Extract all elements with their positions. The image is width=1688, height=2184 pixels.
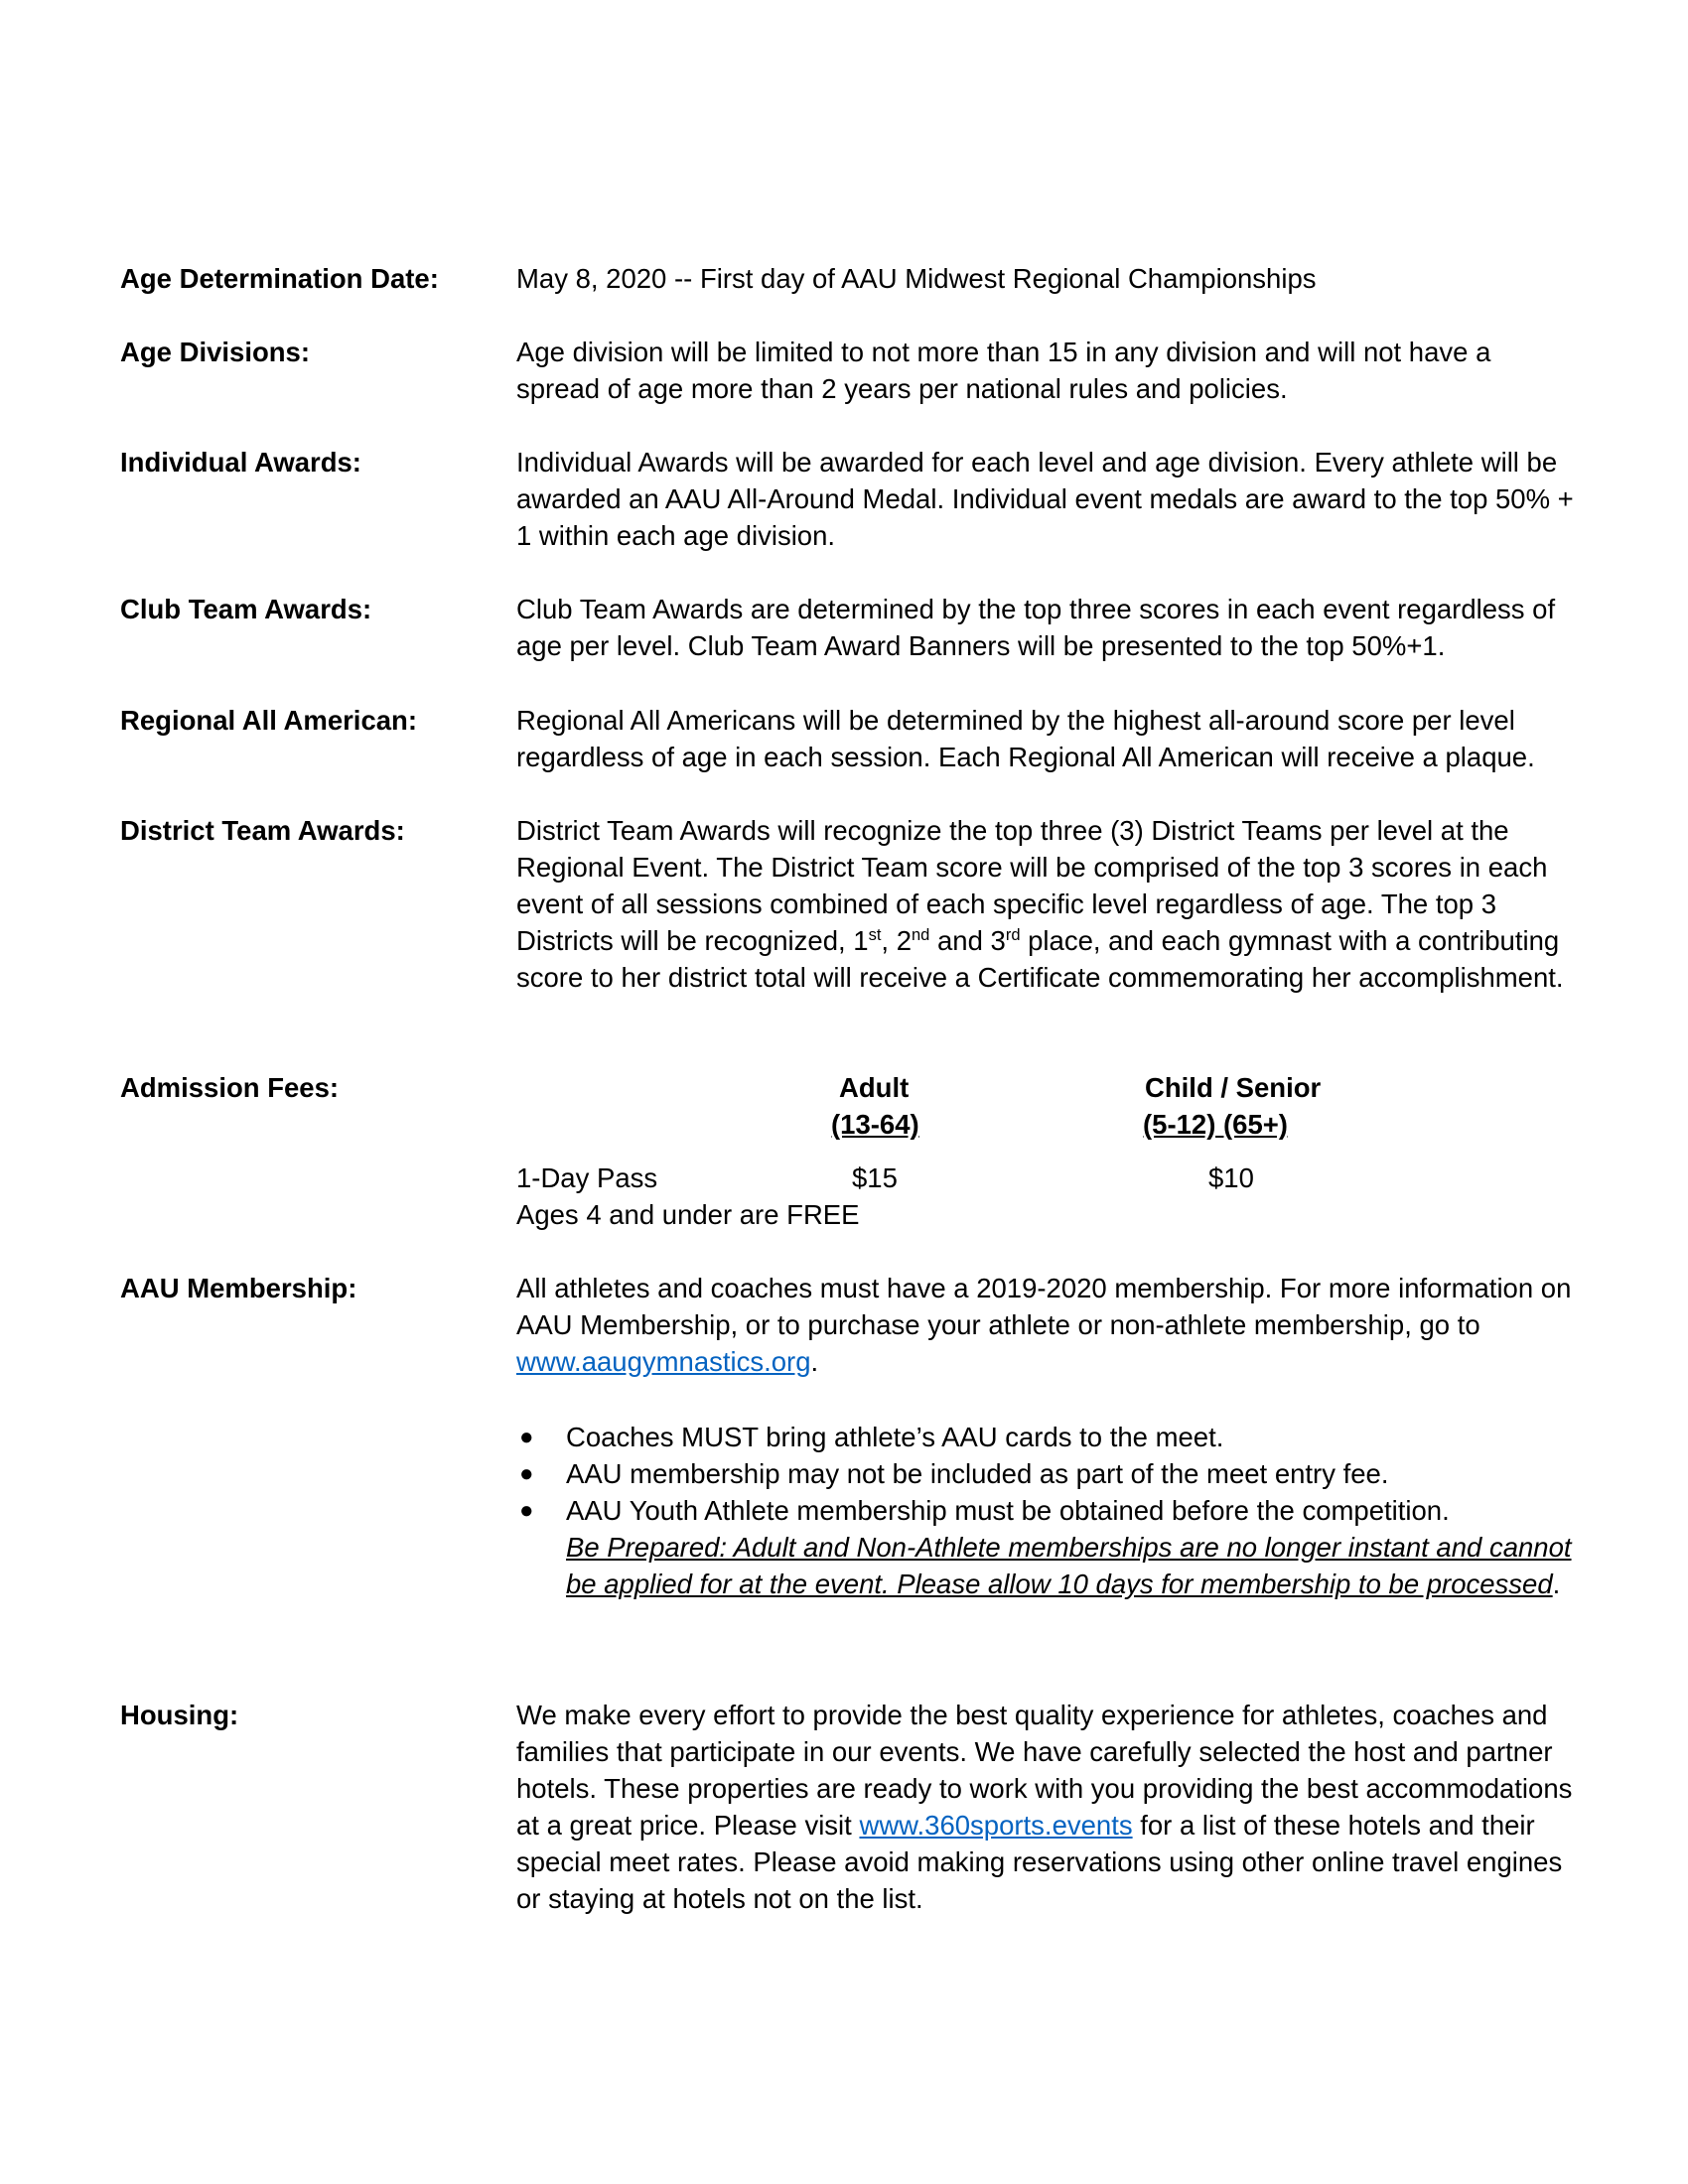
fees-col-child-senior: Child / Senior bbox=[1145, 1072, 1322, 1103]
aau-membership-label: AAU Membership: bbox=[120, 1273, 357, 1303]
district-team-awards-label: District Team Awards: bbox=[120, 815, 405, 846]
fees-col-adult: Adult bbox=[839, 1072, 910, 1103]
housing-text: We make every effort to provide the best quality experience for athletes, coaches and families that participate in our events. We have carefully selected the host and partner hotels. These properties are ready to work with you providing the best accommodations at a great price. Please visit www.360sports.events for a list of these hotels and their special meet rates. Please avoid making reservations using other online travel engines or staying at hotels not on the list. bbox=[516, 1700, 1573, 1914]
regional-all-american-text: Regional All Americans will be determined by the highest all-around score per level regardless of age in each session. Each Regional All American will receive a plaque. bbox=[516, 705, 1535, 772]
360sports-link[interactable]: www.360sports.events bbox=[859, 1810, 1133, 1841]
fees-adult-price: $15 bbox=[852, 1162, 898, 1193]
fees-child-price: $10 bbox=[1208, 1162, 1254, 1193]
list-item: ● AAU membership may not be included as part of the meet entry fee. bbox=[519, 1458, 1389, 1489]
membership-note: Be Prepared: Adult and Non-Athlete memberships are no longer instant and cannot be applied for at the event. Please allow 10 days for membership to be processed bbox=[566, 1532, 1572, 1599]
membership-bullet-list bbox=[516, 1419, 1579, 1602]
age-divisions-label: Age Divisions: bbox=[120, 337, 311, 367]
admission-fees-label: Admission Fees: bbox=[120, 1072, 340, 1103]
list-item: ● Coaches MUST bring athlete’s AAU cards to the meet. bbox=[519, 1422, 1224, 1452]
club-team-awards-label: Club Team Awards: bbox=[120, 594, 372, 624]
aau-gymnastics-link[interactable]: www.aaugymnastics.org bbox=[516, 1346, 811, 1377]
age-determination-text: May 8, 2020 -- First day of AAU Midwest Regional Championships bbox=[516, 263, 1317, 294]
fees-free-note: Ages 4 and under are FREE bbox=[516, 1199, 860, 1230]
admission-fees-table bbox=[516, 1069, 1579, 1228]
regional-all-american-label: Regional All American: bbox=[120, 705, 417, 736]
fees-row-one-day-pass: 1-Day Pass bbox=[516, 1162, 658, 1193]
club-team-awards-text: Club Team Awards are determined by the top three scores in each event regardless of age per level. Club Team Award Banners will be presented to the top 50%+1. bbox=[516, 594, 1556, 661]
aau-membership-text: All athletes and coaches must have a 2019-2020 membership. For more information on AAU Membership, or to purchase your athlete or non-athlete membership, go to www.aaugymnastics.org. bbox=[516, 1273, 1572, 1377]
housing-label: Housing: bbox=[120, 1700, 239, 1730]
fees-col-adult-ages: (13-64) bbox=[831, 1109, 919, 1140]
district-team-awards-text: District Team Awards will recognize the top three (3) District Teams per level at the Regional Event. The District Team score will be comprised of the top 3 scores in each event of all sessions combined of each specific level regardless of age. The top 3 Districts will be recognized, 1st, 2nd and 3rd place, and each gymnast with a contributing score to her district total will receive a Certificate commemorating her accomplishment. bbox=[516, 815, 1564, 993]
fees-col-child-senior-ages: (5-12) (65+) bbox=[1143, 1109, 1288, 1140]
individual-awards-label: Individual Awards: bbox=[120, 447, 361, 478]
age-divisions-text: Age division will be limited to not more than 15 in any division and will not have a spread of age more than 2 years per national rules and policies. bbox=[516, 337, 1491, 404]
individual-awards-text: Individual Awards will be awarded for each level and age division. Every athlete will be awarded an AAU All-Around Medal. Individual event medals are award to the top 50% + 1 within each age division. bbox=[516, 447, 1574, 551]
age-determination-label: Age Determination Date: bbox=[120, 263, 439, 294]
list-item: ● AAU Youth Athlete membership must be obtained before the competition. Be Prepared: Adult and Non-Athlete memberships are no longer instant and cannot be applied for at the event. Please allow 10 days for membership to be processed. bbox=[519, 1495, 1572, 1599]
